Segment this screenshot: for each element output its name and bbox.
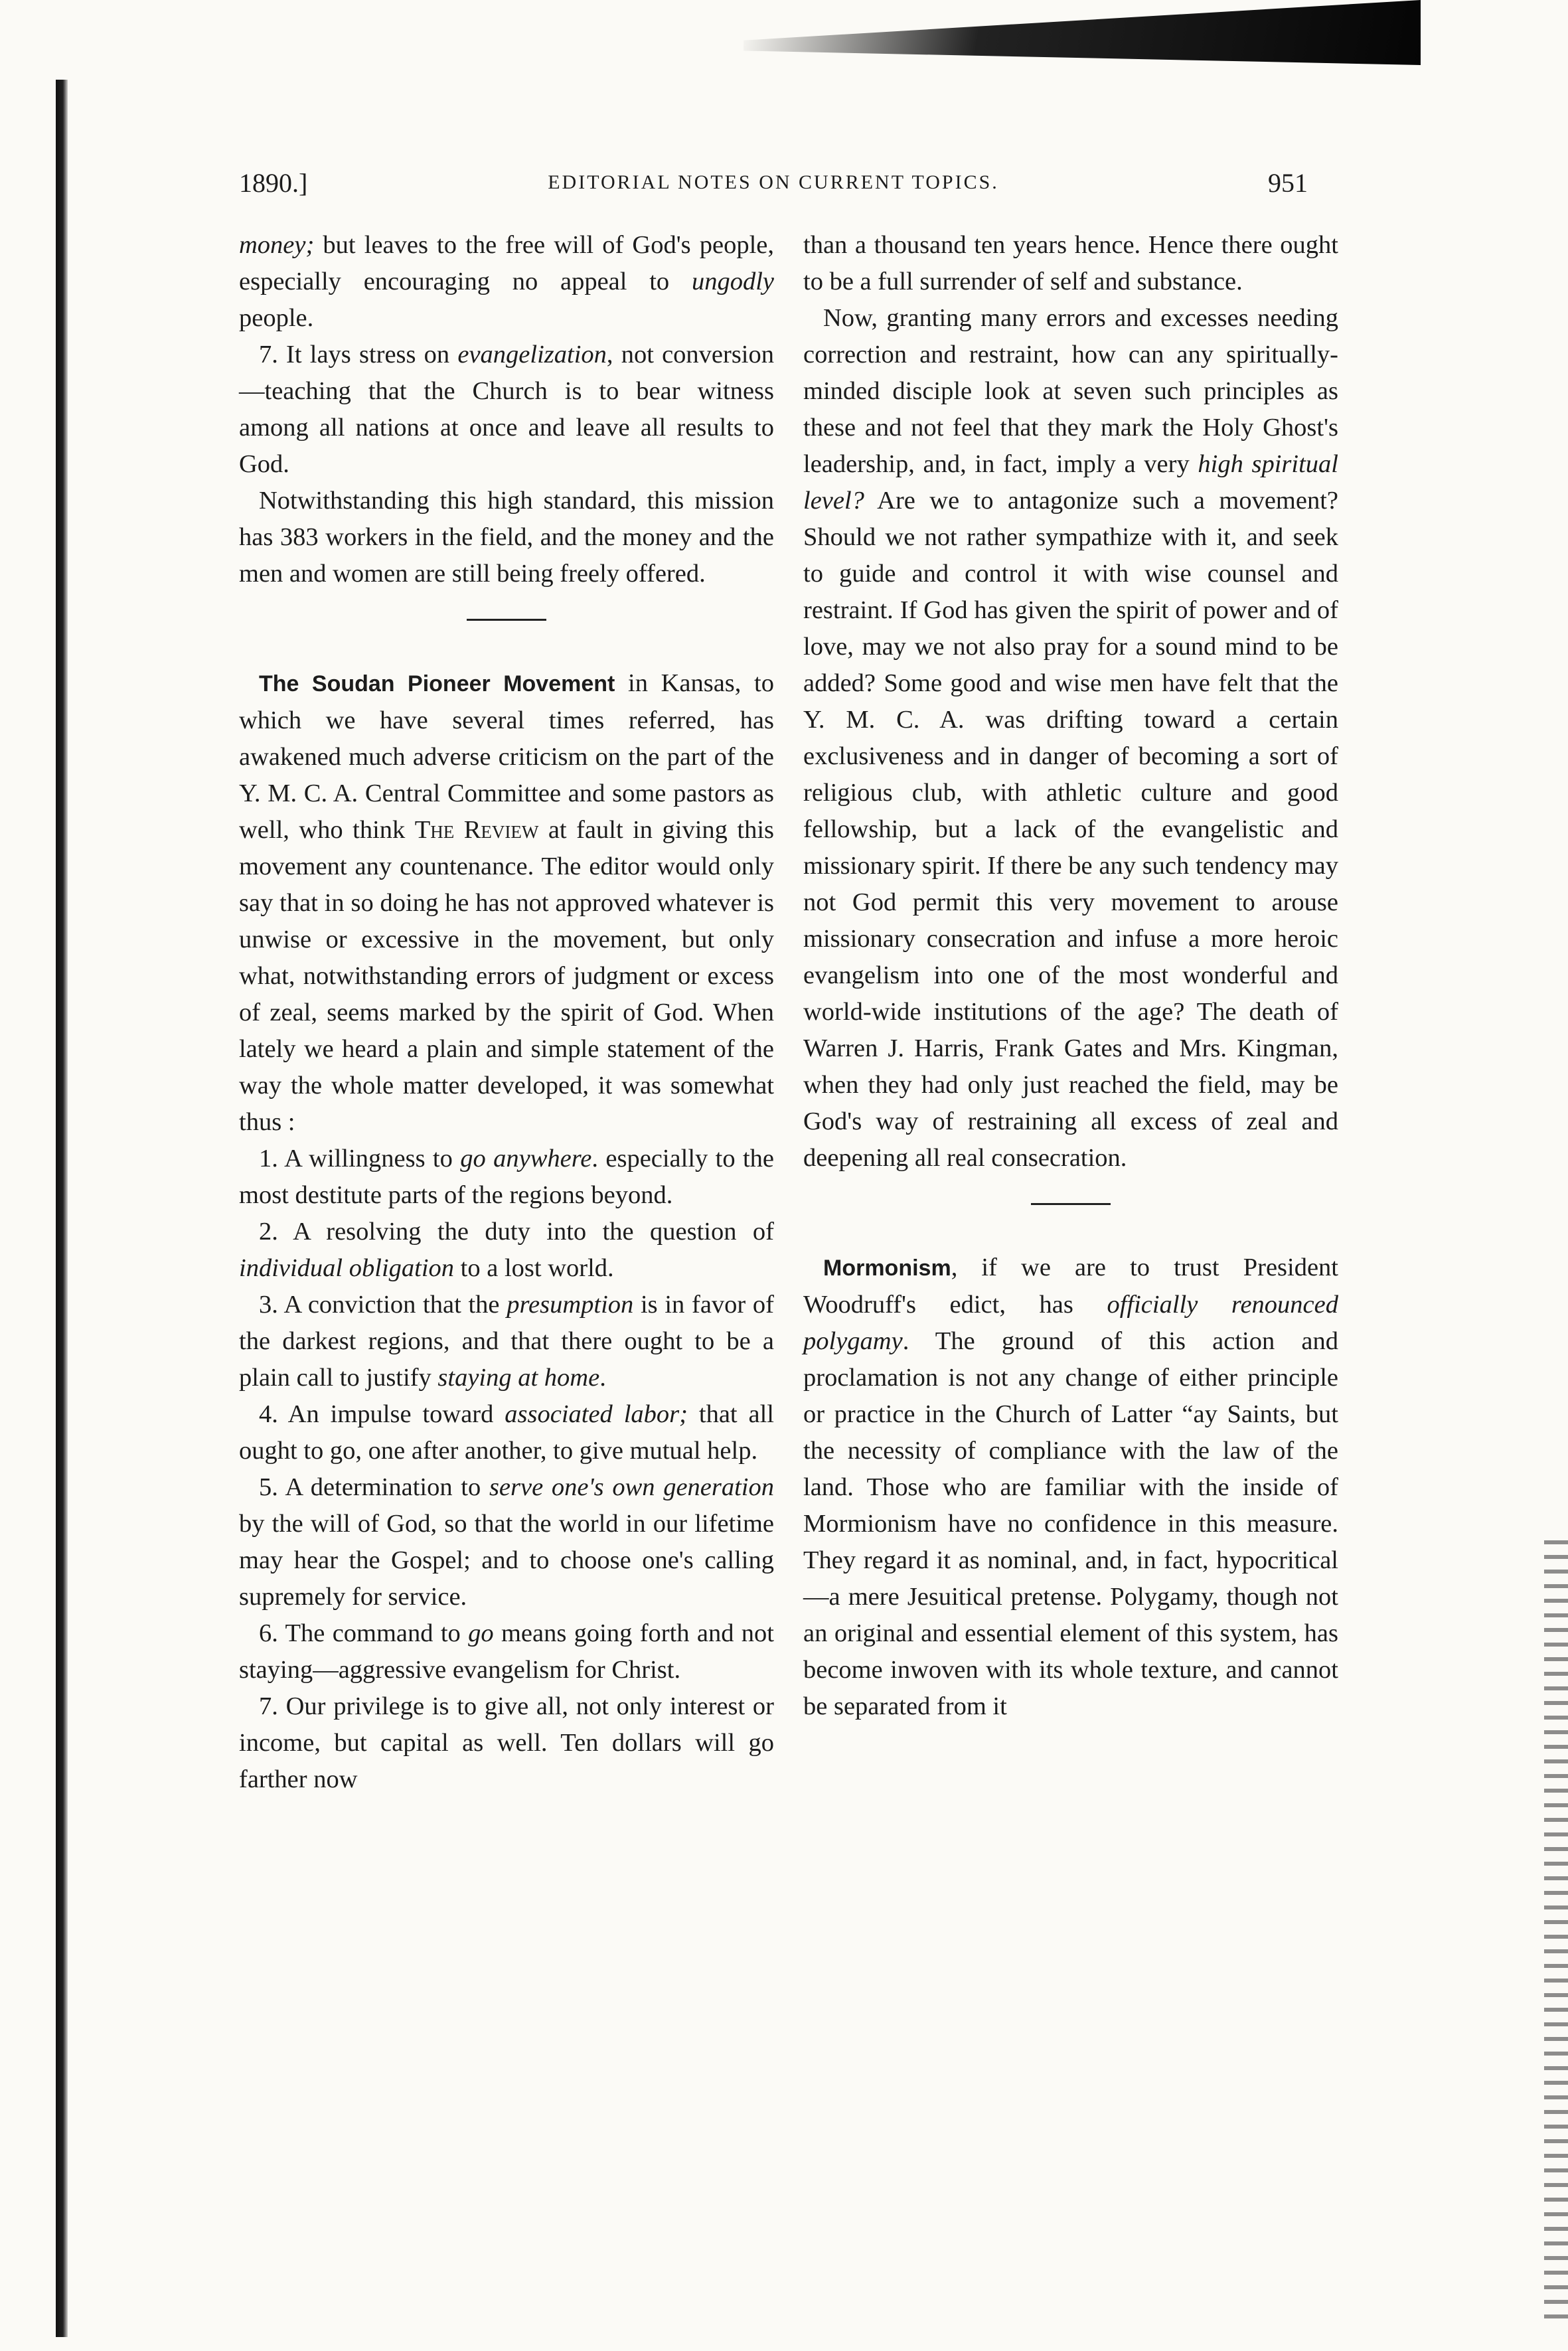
page-number: 951 (1268, 168, 1308, 198)
list-item: 5. A determination to serve one's own generation by the will of God, so that the world in our lifetime may hear the Gospel; and to choose one's calling supremely for service. (239, 1473, 775, 1611)
section-divider (239, 592, 774, 665)
header-year: 1890.] (239, 168, 308, 198)
paragraph: Now, granting many errors and excesses needing correction and restraint, how can any spiritually-minded disciple look at seven such principles as these and not feel that they mark the Holy Ghost's leadership, and, in fact, imply a very high spiritual level? Are we to antagonize such a movement? Should we not rather sympathize with it, and seek to guide and control it with wise counsel and restraint. If God has given the spirit of power and of love, may we not also pray for a sound mind to be added? Some good and wise men have felt that the Y. M. C. A. was drifting toward a certain exclusiveness and in danger of becoming a sort of religious club, with athletic culture and good fellowship, but a lack of the evangelistic and missionary spirit. If there be any such tendency may not God permit this very movement to arouse missionary consecration and infuse a more heroic evangelism into one of the most wonderful and world-wide institutions of the age? The death of Warren J. Harris, Frank Gates and Mrs. Kingman, when they had only just reached the field, may be God's way of restraining all excess of zeal and deepening all real consecration. (803, 304, 1338, 1172)
right-column (803, 227, 1338, 1725)
paragraph: money; but leaves to the free will of God's people, especially encouraging no appeal to ungodly people. (239, 231, 774, 332)
paragraph: Notwithstanding this high standard, this mission has 383 workers in the field, and the money and the men and women are still being freely offered. (239, 487, 774, 588)
list-item: 2. A resolving the duty into the question of individual obligation to a lost world. (239, 1218, 774, 1282)
mormonism-section: Mormonism, if we are to trust President Woodruff's edict, has officially renounced polygamy. The ground of this action and proclamation is not any change of either principle or practice in the Church of Latter “ay Saints, but the necessity of compliance with the law of the land. Those who are familiar with the inside of Mormionism have no confidence in this measure. They regard it as nominal, and, in fact, hypocritical—a mere Jesuitical pretense. Polygamy, though not an original and essential element of this system, has become inwoven with its whole texture, and cannot be separated from it (803, 1254, 1338, 1720)
list-item: 4. An impulse toward associated labor; that all ought to go, one after another, to give mutual help. (239, 1400, 774, 1465)
scan-shadow-top (744, 0, 1421, 65)
section-lead: Mormonism (823, 1256, 951, 1281)
list-item: 6. The command to go means going forth and not staying—aggressive evangelism for Christ. (239, 1619, 774, 1684)
review-name: The Review (414, 816, 539, 844)
section-divider (803, 1176, 1338, 1250)
running-head (239, 167, 1308, 204)
scan-shadow-left (56, 80, 68, 2337)
paragraph: than a thousand ten years hence. Hence there ought to be a full surrender of self and substance. (803, 231, 1338, 295)
section-lead: The Soudan Pioneer Movement (259, 671, 615, 696)
header-title: EDITORIAL NOTES ON CURRENT TOPICS. (548, 171, 999, 193)
paragraph: 7. It lays stress on evangelization, not conversion—teaching that the Church is to bear witness among all nations at once and leave all results to God. (239, 341, 775, 478)
list-item: 7. Our privilege is to give all, not only interest or income, but capital as well. Ten dollars will go farther now (239, 1692, 774, 1793)
list-item: 1. A willingness to go anywhere. especially to the most destitute parts of the regions beyond. (239, 1145, 775, 1209)
soudan-section: The Soudan Pioneer Movement in Kansas, to which we have several times referred, has awakened much adverse criticism on the part of the Y. M. C. A. Central Committee and some pastors as well, who think The Review at fault in giving this movement any countenance. The editor would only say that in so doing he has not approved whatever is unwise or excessive in the movement, but only what, notwithstanding errors of judgment or excess of zeal, seems marked by the spirit of God. When lately we heard a plain and simple statement of the way the whole matter developed, it was somewhat thus : (239, 669, 774, 1136)
left-column (239, 227, 774, 1798)
scan-noise-right (1544, 1540, 1568, 2324)
list-item: 3. A conviction that the presumption is in favor of the darkest regions, and that there ought to be a plain call to justify staying at home. (239, 1291, 774, 1392)
